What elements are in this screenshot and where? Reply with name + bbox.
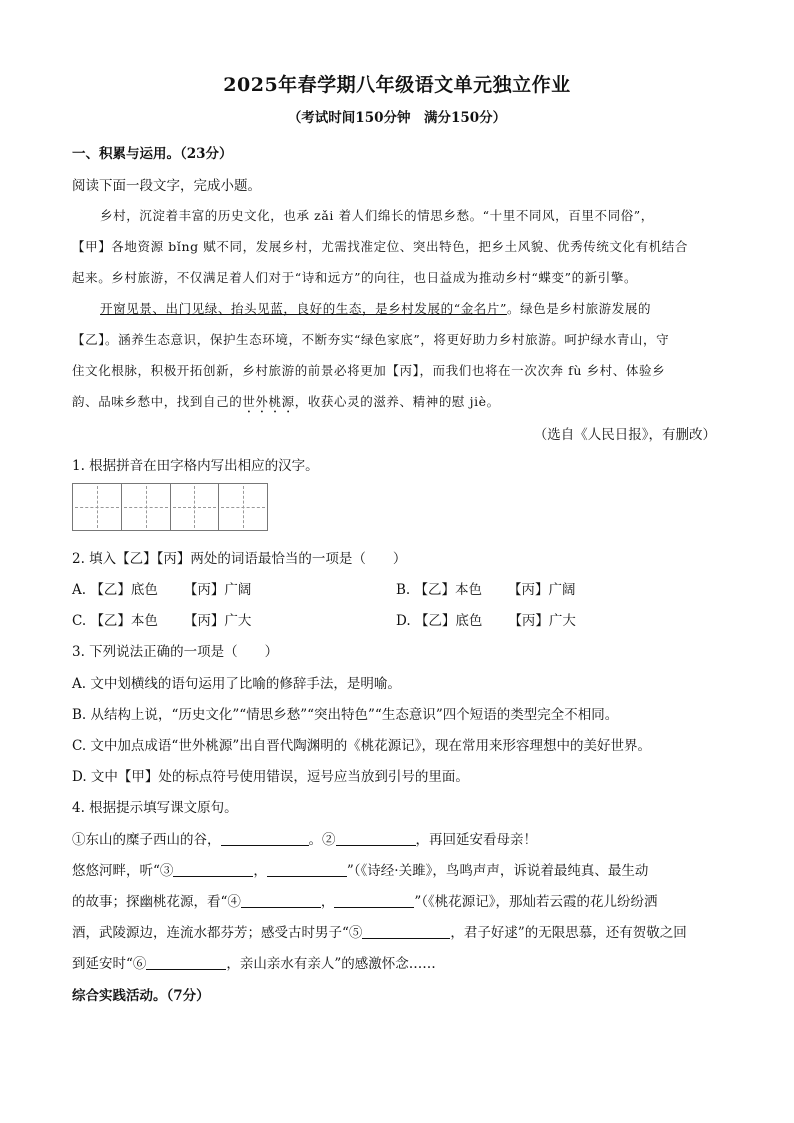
- question-3: 3. 下列说法正确的一项是（ ）: [72, 644, 279, 660]
- page-title: 2025年春学期八年级语文单元独立作业: [223, 74, 571, 96]
- answer-blank[interactable]: [362, 924, 450, 939]
- q3-option-c[interactable]: C. 文中加点成语“世外桃源”出自晋代陶渊明的《桃花源记》，现在常用来形容理想中的美好世界。: [72, 738, 651, 754]
- answer-blank[interactable]: [173, 862, 253, 877]
- answer-blank[interactable]: [334, 893, 414, 908]
- answer-blank[interactable]: [241, 893, 321, 908]
- passage-line-7-pre: 韵、品味乡愁中，找到自己的: [72, 394, 243, 409]
- answer-blank[interactable]: [336, 831, 416, 846]
- q4-line-2: 悠悠河畔，听“③ ， ”（《诗经·关雎》，鸟鸣声声，诉说着最纯真、最生动: [72, 863, 649, 879]
- q2-option-b[interactable]: B. 【乙】本色 【丙】广阔: [396, 582, 576, 598]
- passage-line-4: [100, 299, 651, 317]
- underlined-sentence: 开窗见景、出门见绿、抬头见蓝，良好的生态，是乡村发展的“金名片”: [100, 301, 507, 316]
- passage-line-7-post: ，收获心灵的滋养、精神的慰 jiè。: [294, 394, 500, 409]
- passage-line-1: 乡村，沉淀着丰富的历史文化，也承 zǎi 着人们绵长的情思乡愁。“十里不同风，百里不同俗”，: [100, 208, 654, 223]
- q2-option-d[interactable]: D. 【乙】底色 【丙】广大: [396, 613, 576, 629]
- answer-blank[interactable]: [146, 955, 226, 970]
- q3-option-b[interactable]: B. 从结构上说，“历史文化”“情思乡愁”“突出特色”“生态意识”四个短语的类型完全不相同。: [72, 707, 619, 723]
- passage-line-3: 起来。乡村旅游，不仅满足着人们对于“诗和远方”的向往，也日益成为推动乡村“蝶变”的新引擎。: [72, 270, 638, 285]
- question-4: 4. 根据提示填写课文原句。: [72, 800, 238, 816]
- q4-line-5: 到延安时“⑥ ，亲山亲水有亲人”的感激怀念……: [72, 956, 436, 972]
- grid-cell[interactable]: [219, 484, 267, 530]
- grid-cell[interactable]: [171, 484, 220, 530]
- q4-line-1: ①东山的糜子西山的谷， 。② ，再回延安看母亲！: [72, 832, 537, 848]
- section2-heading: 综合实践活动。（7分）: [72, 988, 210, 1004]
- question-2: 2. 填入【乙】【丙】两处的词语最恰当的一项是（ ）: [72, 551, 407, 567]
- passage-line-4-rest: 。绿色是乡村旅游发展的: [506, 301, 652, 316]
- q3-option-d[interactable]: D. 文中【甲】处的标点符号使用错误，逗号应当放到引号的里面。: [72, 769, 469, 785]
- section1-heading: 一、积累与运用。（23分）: [72, 146, 233, 162]
- passage-line-7: [72, 392, 500, 416]
- exam-info: （考试时间150分钟 满分150分）: [287, 110, 507, 126]
- passage-line-5: 【乙】。涵养生态意识，保护生态环境，不断夯实“绿色家底”，将更好助力乡村旅游。呵护绿水青山，守: [72, 332, 670, 347]
- passage-line-6: 住文化根脉，积极开拓创新，乡村旅游的前景必将更加【丙】，而我们也将在一次次奔 fù 乡村、体验乡: [72, 363, 666, 378]
- answer-blank[interactable]: [221, 831, 309, 846]
- grid-cell[interactable]: [73, 484, 122, 530]
- question-1: 1. 根据拼音在田字格内写出相应的汉字。: [72, 458, 319, 474]
- passage-line-2: 【甲】各地资源 bǐng 赋不同，发展乡村，尤需找准定位、突出特色，把乡土风貌、优秀传统文化有机结合: [72, 239, 689, 254]
- q4-line-3: 的故事；探幽桃花源，看“④ ， ”（《桃花源记》，那灿若云霞的花儿纷纷洒: [72, 894, 658, 910]
- q4-line-4: 酒，武陵源边，连流水都芬芳；感受古时男子“⑤ ，君子好逑”的无限思慕，还有贺敬之回: [72, 925, 687, 941]
- grid-cell[interactable]: [122, 484, 171, 530]
- instruction: 阅读下面一段文字，完成小题。: [72, 178, 261, 194]
- q2-option-a[interactable]: A. 【乙】底色 【丙】广阔: [72, 582, 252, 598]
- q3-option-a[interactable]: A. 文中划横线的语句运用了比喻的修辞手法，是明喻。: [72, 676, 401, 692]
- passage-source: （选自《人民日报》，有删改）: [533, 427, 716, 443]
- answer-blank[interactable]: [267, 862, 347, 877]
- tianzige-grid[interactable]: [72, 483, 268, 531]
- q2-option-c[interactable]: C. 【乙】本色 【丙】广大: [72, 613, 252, 629]
- dotted-idiom: 世外桃源: [242, 394, 295, 409]
